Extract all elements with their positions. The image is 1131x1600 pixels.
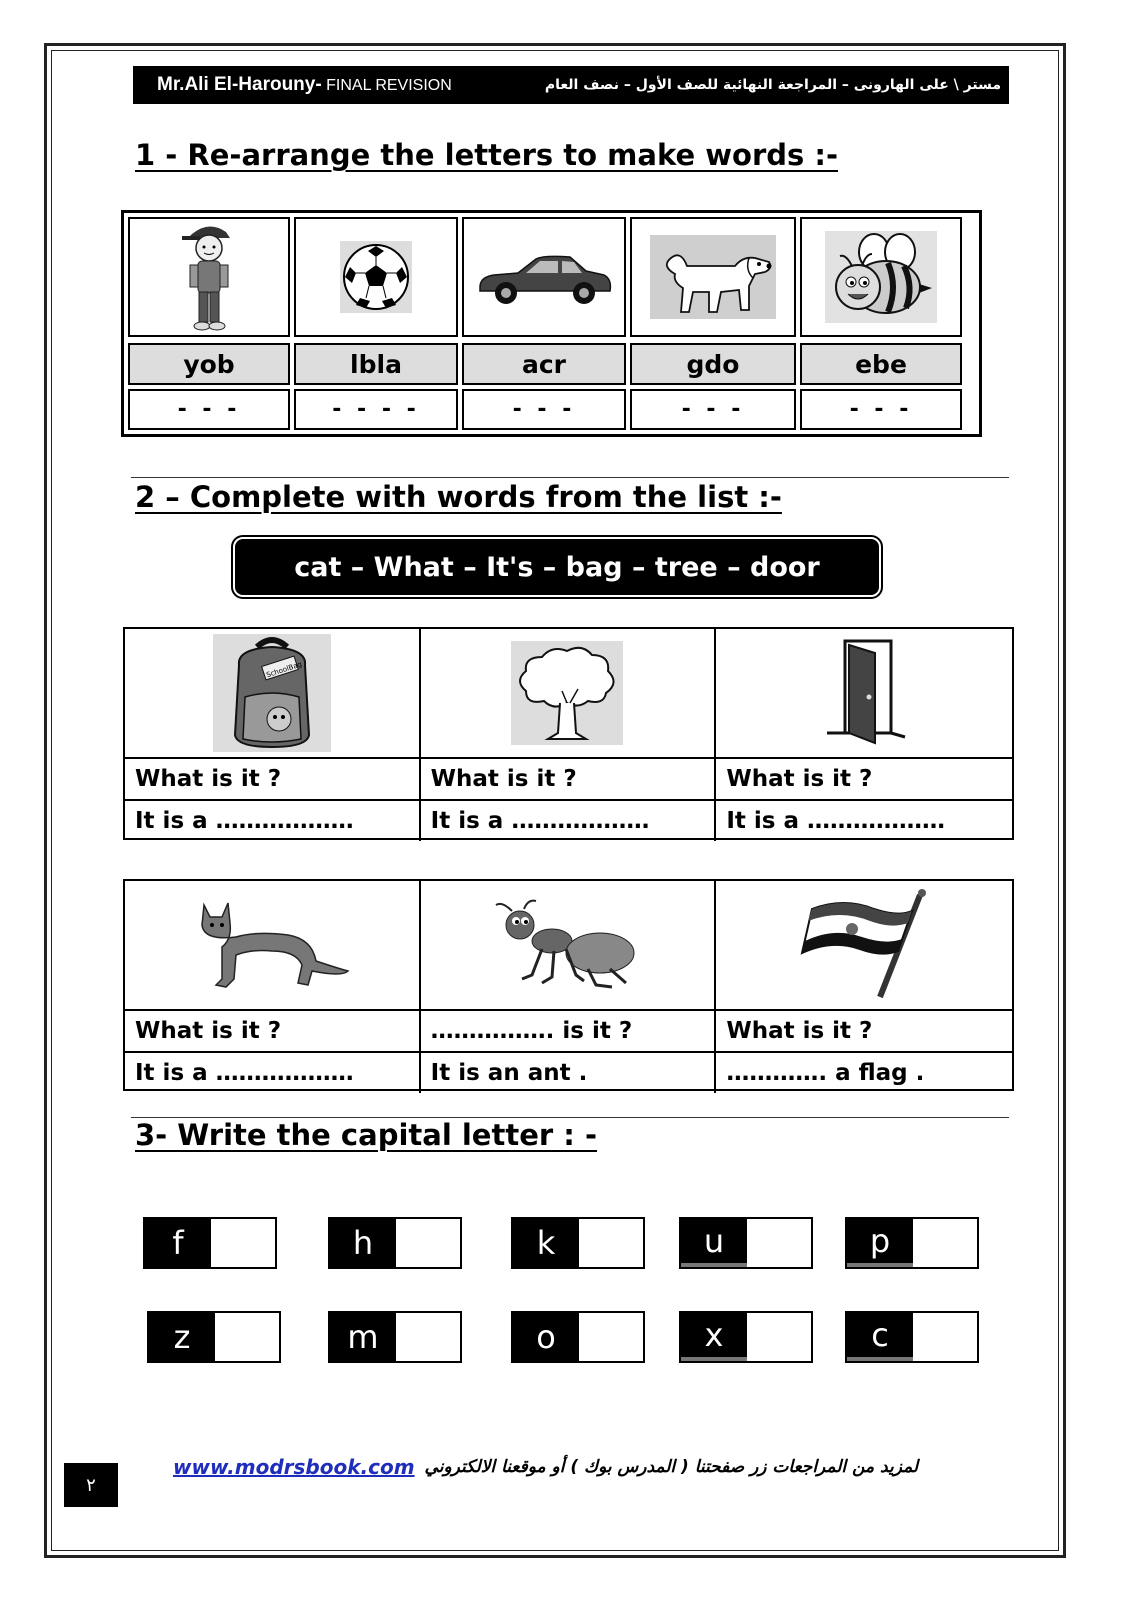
door-icon <box>716 629 1012 759</box>
small-letter: x <box>681 1313 747 1361</box>
question-cell <box>716 629 1012 841</box>
footer <box>173 1452 953 1482</box>
rearrange-column <box>128 217 290 430</box>
bee-icon <box>800 217 962 337</box>
capital-letter-box <box>328 1217 462 1269</box>
flag-icon <box>716 881 1012 1011</box>
capital-letter-blank[interactable] <box>913 1219 977 1267</box>
header-name: Mr.Ali El-Harouny- <box>157 74 322 95</box>
word-list-box: cat – What – It's – bag – tree – door <box>235 539 879 595</box>
ant-icon <box>421 881 715 1011</box>
capital-letter-box <box>679 1311 813 1363</box>
section3-title: 3- Write the capital letter : - <box>135 1118 597 1152</box>
question-text: What is it ? <box>125 1011 419 1053</box>
rearrange-column <box>294 217 458 430</box>
answer-blank[interactable]: - - - <box>630 389 796 430</box>
capital-letter-blank[interactable] <box>211 1219 275 1267</box>
scrambled-word: ebe <box>800 343 962 385</box>
capital-letter-blank[interactable] <box>396 1219 460 1267</box>
small-letter: m <box>330 1313 396 1361</box>
question-text: What is it ? <box>716 1011 1012 1053</box>
ball-icon <box>294 217 458 337</box>
small-letter: f <box>145 1219 211 1267</box>
answer-line[interactable]: It is a ……………… <box>135 808 354 834</box>
capital-letter-box <box>143 1217 277 1269</box>
capital-letter-blank[interactable] <box>579 1313 643 1361</box>
boy-icon <box>128 217 290 337</box>
question-cell <box>125 881 421 1093</box>
scrambled-word: yob <box>128 343 290 385</box>
footer-arabic-text: لمزيد من المراجعات زر صفحتنا ( المدرس بوك ) أو موقعنا الالكتروني <box>424 1457 919 1477</box>
schoolbag-icon <box>125 629 419 759</box>
capital-letter-box <box>147 1311 281 1363</box>
answer-blank[interactable]: - - - - <box>294 389 458 430</box>
header-teacher <box>157 74 452 96</box>
question-text: ……………. is it ? <box>421 1011 715 1053</box>
header-revision: FINAL REVISION <box>321 77 452 94</box>
small-letter: z <box>149 1313 215 1361</box>
small-letter: k <box>513 1219 579 1267</box>
answer-blank[interactable]: - - - <box>128 389 290 430</box>
capital-letter-blank[interactable] <box>396 1313 460 1361</box>
question-grid-row1 <box>123 627 1014 840</box>
rearrange-column <box>630 217 796 430</box>
capital-letter-box <box>511 1217 645 1269</box>
answer-blank[interactable]: - - - <box>800 389 962 430</box>
section1-title: 1 - Re-arrange the letters to make words :- <box>135 138 838 172</box>
capital-letter-box <box>845 1217 979 1269</box>
question-cell <box>421 629 717 841</box>
question-cell <box>716 881 1012 1093</box>
capital-letter-box <box>679 1217 813 1269</box>
page-number: ٢ <box>64 1463 118 1507</box>
answer-blank[interactable]: - - - <box>462 389 626 430</box>
cat-icon <box>125 881 419 1011</box>
small-letter: h <box>330 1219 396 1267</box>
capital-letter-box <box>845 1311 979 1363</box>
answer-line[interactable]: …………. a flag . <box>726 1060 925 1086</box>
rearrange-column <box>462 217 626 430</box>
answer-line[interactable]: It is a ……………… <box>135 1060 354 1086</box>
small-letter: o <box>513 1313 579 1361</box>
scrambled-word: gdo <box>630 343 796 385</box>
question-cell <box>125 629 421 841</box>
car-icon <box>462 217 626 337</box>
rearrange-column <box>800 217 962 430</box>
capital-letter-box <box>328 1311 462 1363</box>
answer-line[interactable]: It is a ……………… <box>726 808 945 834</box>
header-bar <box>133 66 1009 104</box>
scrambled-word: lbla <box>294 343 458 385</box>
website-link[interactable]: www.modrsbook.com <box>173 1455 415 1479</box>
header-arabic: مستر \ على الهارونى – المراجعة النهائية للصف الأول – نصف العام <box>544 77 1001 93</box>
tree-icon <box>421 629 715 759</box>
capital-letter-blank[interactable] <box>747 1313 811 1361</box>
small-letter: p <box>847 1219 913 1267</box>
answer-line[interactable]: It is a ……………… <box>430 808 650 834</box>
answer-line: It is an ant . <box>430 1060 588 1086</box>
question-grid-row2 <box>123 879 1014 1091</box>
capital-letter-box <box>511 1311 645 1363</box>
capital-letter-blank[interactable] <box>747 1219 811 1267</box>
question-text: What is it ? <box>125 759 419 801</box>
capital-letter-blank[interactable] <box>579 1219 643 1267</box>
question-text: What is it ? <box>421 759 715 801</box>
small-letter: c <box>847 1313 913 1361</box>
rearrange-table <box>121 210 982 437</box>
capital-letter-blank[interactable] <box>215 1313 279 1361</box>
bag-label: SchoolBag <box>265 660 303 680</box>
scrambled-word: acr <box>462 343 626 385</box>
capital-letter-blank[interactable] <box>913 1313 977 1361</box>
small-letter: u <box>681 1219 747 1267</box>
question-text: What is it ? <box>716 759 1012 801</box>
dog-icon <box>630 217 796 337</box>
section2-title: 2 – Complete with words from the list :- <box>135 480 782 514</box>
question-cell <box>421 881 717 1093</box>
divider <box>131 477 1009 478</box>
